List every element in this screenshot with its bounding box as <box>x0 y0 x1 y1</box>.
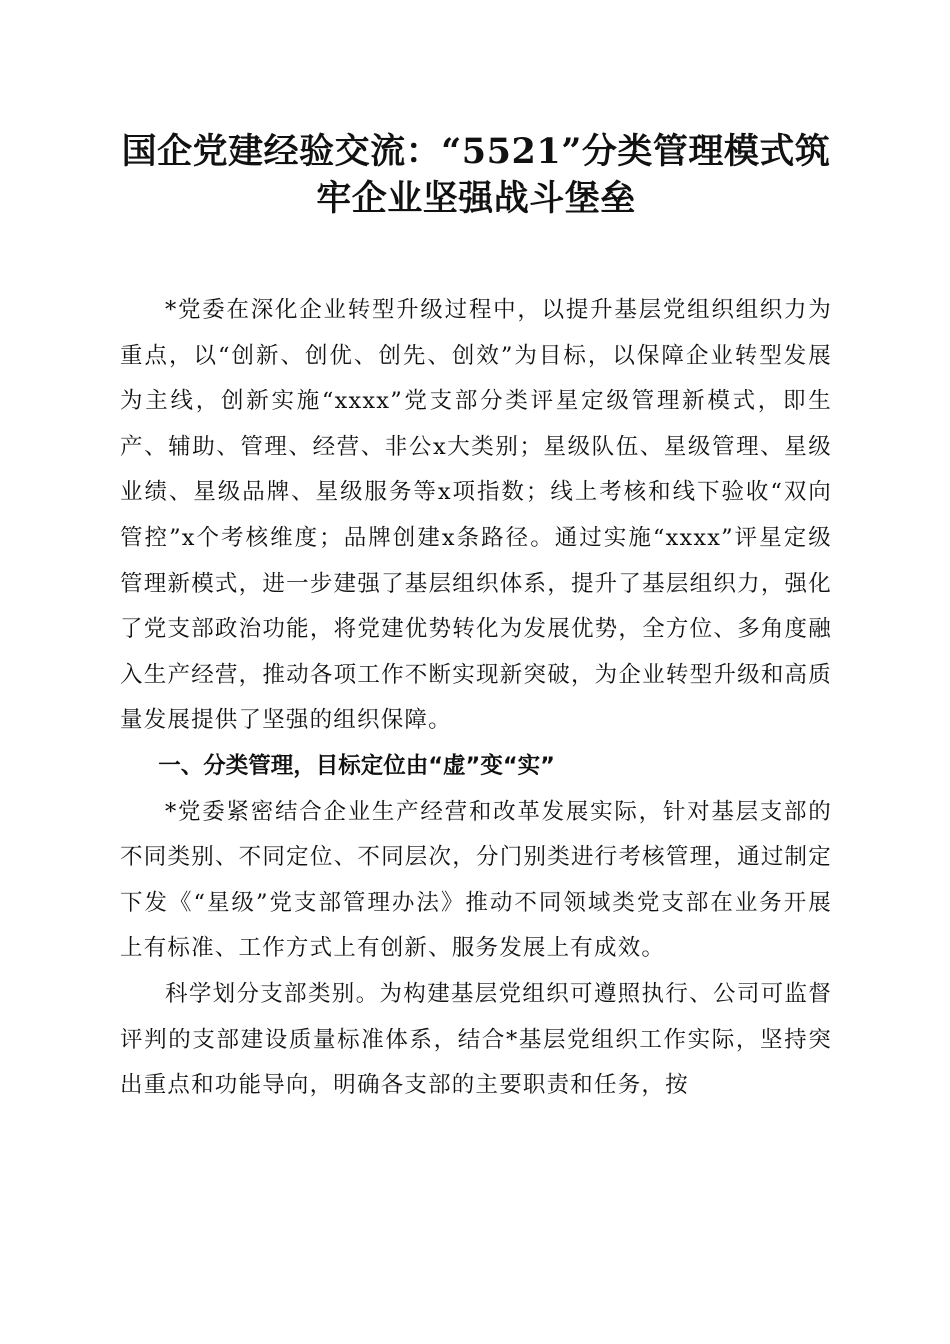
section-1-paragraph-1: *党委紧密结合企业生产经营和改革发展实际，针对基层支部的不同类别、不同定位、不同层次，分门别类进行考核管理，通过制定下发《“星级”党支部管理办法》推动不同领域类党支部在业务开展上有标准、工作方式上有创新、服务发展上有成效。 <box>120 798 832 962</box>
document-page <box>120 128 832 1109</box>
document-body <box>120 288 832 1109</box>
section-1-paragraph-2: 科学划分支部类别。为构建基层党组织可遵照执行、公司可监督评判的支部建设质量标准体系，结合*基层党组织工作实际，坚持突出重点和功能导向，明确各支部的主要职责和任务，按 <box>120 980 832 1099</box>
title-line-1: 国企党建经验交流：“5521”分类管理模式筑 <box>121 131 831 172</box>
intro-paragraph: *党委在深化企业转型升级过程中，以提升基层党组织组织力为重点，以“创新、创优、创先、创效”为目标，以保障企业转型发展为主线，创新实施“xxxx”党支部分类评星定级管理新模式，即生产、辅助、管理、经营、非公x大类别；星级队伍、星级管理、星级业绩、星级品牌、星级服务等x项指数；线上考核和线下验收“双向管控”x个考核维度；品牌创建x条路径。通过实施“xxxx”评星定级管理新模式，进一步建强了基层组织体系，提升了基层组织力，强化了党支部政治功能，将党建优势转化为发展优势，全方位、多角度融入生产经营，推动各项工作不断实现新突破，为企业转型升级和高质量发展提供了坚强的组织保障。 <box>120 297 832 734</box>
document-title <box>120 128 832 222</box>
title-line-2: 牢企业坚强战斗堡垒 <box>316 178 636 219</box>
section-heading-1: 一、分类管理，目标定位由“虚”变“实” <box>158 752 555 779</box>
